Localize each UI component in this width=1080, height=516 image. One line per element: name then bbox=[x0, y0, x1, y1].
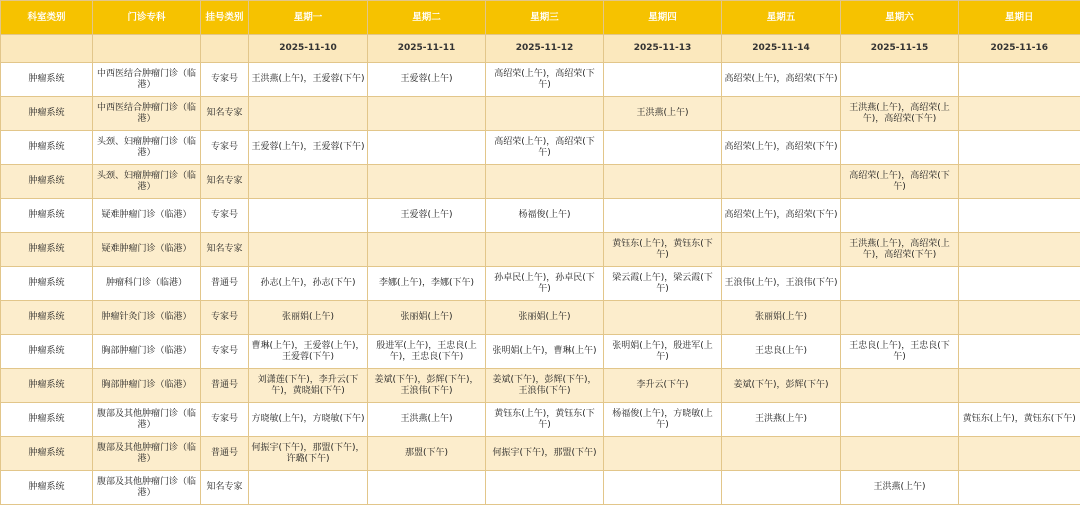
schedule-cell-sun: 黄钰东(上午)，黄钰东(下午) bbox=[959, 403, 1080, 437]
dept-cell: 肿瘤系统 bbox=[1, 301, 93, 335]
schedule-cell-thu bbox=[604, 301, 722, 335]
schedule-cell-thu bbox=[604, 165, 722, 199]
dept-cell: 肿瘤系统 bbox=[1, 165, 93, 199]
table-row bbox=[1, 369, 1080, 403]
schedule-cell-mon: 何振宇(下午)，那盟(下午)，许璐(下午) bbox=[249, 437, 368, 471]
schedule-cell-thu bbox=[604, 63, 722, 97]
table-row bbox=[1, 301, 1080, 335]
schedule-cell-mon: 曹琳(上午)，王爱蓉(上午)，王爱蓉(下午) bbox=[249, 335, 368, 369]
schedule-cell-sat: 王忠良(上午)，王忠良(下午) bbox=[841, 335, 959, 369]
schedule-cell-sat bbox=[841, 369, 959, 403]
schedule-cell-fri bbox=[722, 233, 841, 267]
header-specialty: 门诊专科 bbox=[93, 1, 201, 35]
schedule-cell-wed: 张丽娟(上午) bbox=[486, 301, 604, 335]
dept-cell: 肿瘤系统 bbox=[1, 471, 93, 505]
schedule-cell-sat bbox=[841, 437, 959, 471]
schedule-cell-wed bbox=[486, 233, 604, 267]
schedule-cell-sun bbox=[959, 369, 1080, 403]
reg-type-cell: 专家号 bbox=[201, 199, 249, 233]
header-weekday-wed: 星期三 bbox=[486, 1, 604, 35]
schedule-cell-tue: 张丽娟(上午) bbox=[368, 301, 486, 335]
schedule-cell-wed: 何振宇(下午)，那盟(下午) bbox=[486, 437, 604, 471]
schedule-cell-fri bbox=[722, 165, 841, 199]
schedule-cell-wed: 高绍荣(上午)，高绍荣(下午) bbox=[486, 63, 604, 97]
date-cell-mon: 2025-11-10 bbox=[249, 35, 368, 63]
schedule-cell-sun bbox=[959, 63, 1080, 97]
schedule-cell-sat: 王洪燕(上午)，高绍荣(上午)，高绍荣(下午) bbox=[841, 97, 959, 131]
schedule-cell-sat bbox=[841, 63, 959, 97]
schedule-cell-wed: 姜斌(下午)，彭辉(下午)，王浪伟(下午) bbox=[486, 369, 604, 403]
reg-type-cell: 专家号 bbox=[201, 301, 249, 335]
schedule-cell-fri: 王忠良(上午) bbox=[722, 335, 841, 369]
schedule-cell-thu bbox=[604, 437, 722, 471]
schedule-cell-thu: 杨福俊(上午)，方晓敏(上午) bbox=[604, 403, 722, 437]
reg-type-cell: 知名专家 bbox=[201, 233, 249, 267]
schedule-cell-tue: 王洪燕(上午) bbox=[368, 403, 486, 437]
specialty-cell: 胸部肿瘤门诊（临港） bbox=[93, 369, 201, 403]
schedule-cell-tue: 李娜(上午)，李娜(下午) bbox=[368, 267, 486, 301]
table-row bbox=[1, 471, 1080, 505]
specialty-cell: 肿瘤科门诊（临港） bbox=[93, 267, 201, 301]
table-row bbox=[1, 233, 1080, 267]
reg-type-cell: 知名专家 bbox=[201, 165, 249, 199]
schedule-cell-sat bbox=[841, 403, 959, 437]
table-row bbox=[1, 335, 1080, 369]
date-cell-sun: 2025-11-16 bbox=[959, 35, 1080, 63]
schedule-cell-tue: 那盟(下午) bbox=[368, 437, 486, 471]
reg-type-cell: 普通号 bbox=[201, 369, 249, 403]
schedule-cell-thu bbox=[604, 199, 722, 233]
specialty-cell: 腹部及其他肿瘤门诊（临港） bbox=[93, 403, 201, 437]
schedule-cell-fri: 姜斌(下午)，彭辉(下午) bbox=[722, 369, 841, 403]
schedule-cell-wed: 张明娟(上午)，曹琳(上午) bbox=[486, 335, 604, 369]
dept-cell: 肿瘤系统 bbox=[1, 369, 93, 403]
specialty-cell: 腹部及其他肿瘤门诊（临港） bbox=[93, 437, 201, 471]
schedule-cell-fri: 张丽娟(上午) bbox=[722, 301, 841, 335]
specialty-cell: 腹部及其他肿瘤门诊（临港） bbox=[93, 471, 201, 505]
dept-cell: 肿瘤系统 bbox=[1, 437, 93, 471]
schedule-cell-wed: 孙卓民(上午)，孙卓民(下午) bbox=[486, 267, 604, 301]
schedule-cell-thu: 张明娟(上午)，殷进军(上午) bbox=[604, 335, 722, 369]
schedule-cell-sun bbox=[959, 267, 1080, 301]
schedule-cell-wed bbox=[486, 165, 604, 199]
reg-type-cell: 普通号 bbox=[201, 437, 249, 471]
schedule-cell-sat bbox=[841, 131, 959, 165]
dept-cell: 肿瘤系统 bbox=[1, 199, 93, 233]
reg-type-cell: 知名专家 bbox=[201, 97, 249, 131]
specialty-cell: 中西医结合肿瘤门诊（临港） bbox=[93, 97, 201, 131]
header-weekday-sat: 星期六 bbox=[841, 1, 959, 35]
schedule-cell-thu: 黄钰东(上午)，黄钰东(下午) bbox=[604, 233, 722, 267]
table-row bbox=[1, 131, 1080, 165]
date-blank-cell bbox=[1, 35, 93, 63]
header-weekday-tue: 星期二 bbox=[368, 1, 486, 35]
dept-cell: 肿瘤系统 bbox=[1, 131, 93, 165]
schedule-cell-mon bbox=[249, 199, 368, 233]
header-weekday-mon: 星期一 bbox=[249, 1, 368, 35]
schedule-cell-sun bbox=[959, 131, 1080, 165]
dept-cell: 肿瘤系统 bbox=[1, 233, 93, 267]
schedule-cell-mon bbox=[249, 471, 368, 505]
schedule-cell-sun bbox=[959, 233, 1080, 267]
schedule-cell-mon: 王爱蓉(上午)，王爱蓉(下午) bbox=[249, 131, 368, 165]
schedule-cell-sat: 王洪燕(上午) bbox=[841, 471, 959, 505]
header-weekday-sun: 星期日 bbox=[959, 1, 1080, 35]
schedule-cell-wed: 高绍荣(上午)，高绍荣(下午) bbox=[486, 131, 604, 165]
schedule-cell-fri: 高绍荣(上午)，高绍荣(下午) bbox=[722, 199, 841, 233]
dept-cell: 肿瘤系统 bbox=[1, 267, 93, 301]
specialty-cell: 胸部肿瘤门诊（临港） bbox=[93, 335, 201, 369]
schedule-cell-tue bbox=[368, 131, 486, 165]
table-row bbox=[1, 267, 1080, 301]
schedule-cell-mon: 刘潇莲(下午)，李升云(下午)，黄晓娟(下午) bbox=[249, 369, 368, 403]
schedule-cell-thu: 梁云霞(上午)，梁云霞(下午) bbox=[604, 267, 722, 301]
schedule-cell-sat: 王洪燕(上午)，高绍荣(上午)，高绍荣(下午) bbox=[841, 233, 959, 267]
schedule-cell-thu bbox=[604, 131, 722, 165]
dept-cell: 肿瘤系统 bbox=[1, 335, 93, 369]
schedule-cell-fri: 高绍荣(上午)，高绍荣(下午) bbox=[722, 63, 841, 97]
specialty-cell: 疑难肿瘤门诊（临港） bbox=[93, 199, 201, 233]
reg-type-cell: 专家号 bbox=[201, 131, 249, 165]
schedule-cell-sun bbox=[959, 97, 1080, 131]
schedule-cell-sat bbox=[841, 199, 959, 233]
schedule-cell-mon: 方晓敏(上午)，方晓敏(下午) bbox=[249, 403, 368, 437]
date-blank-cell bbox=[93, 35, 201, 63]
schedule-cell-mon bbox=[249, 97, 368, 131]
header-weekday-thu: 星期四 bbox=[604, 1, 722, 35]
table-row bbox=[1, 63, 1080, 97]
schedule-cell-sat bbox=[841, 301, 959, 335]
specialty-cell: 肿瘤针灸门诊（临港） bbox=[93, 301, 201, 335]
schedule-cell-wed: 黄钰东(上午)，黄钰东(下午) bbox=[486, 403, 604, 437]
schedule-cell-mon: 王洪燕(上午)，王爱蓉(下午) bbox=[249, 63, 368, 97]
date-blank-cell bbox=[201, 35, 249, 63]
schedule-cell-thu: 李升云(下午) bbox=[604, 369, 722, 403]
table-row bbox=[1, 437, 1080, 471]
schedule-cell-sun bbox=[959, 471, 1080, 505]
header-row bbox=[1, 1, 1080, 35]
header-reg-type: 挂号类别 bbox=[201, 1, 249, 35]
schedule-cell-thu bbox=[604, 471, 722, 505]
schedule-cell-thu: 王洪燕(上午) bbox=[604, 97, 722, 131]
date-cell-tue: 2025-11-11 bbox=[368, 35, 486, 63]
date-cell-wed: 2025-11-12 bbox=[486, 35, 604, 63]
table-row bbox=[1, 165, 1080, 199]
schedule-cell-mon: 孙志(上午)，孙志(下午) bbox=[249, 267, 368, 301]
schedule-body bbox=[1, 35, 1080, 505]
reg-type-cell: 专家号 bbox=[201, 335, 249, 369]
specialty-cell: 头颈、妇瘤肿瘤门诊（临港） bbox=[93, 131, 201, 165]
schedule-cell-sun bbox=[959, 301, 1080, 335]
schedule-cell-fri: 王洪燕(上午) bbox=[722, 403, 841, 437]
schedule-cell-wed: 杨福俊(上午) bbox=[486, 199, 604, 233]
schedule-cell-mon bbox=[249, 233, 368, 267]
schedule-cell-tue bbox=[368, 97, 486, 131]
specialty-cell: 疑难肿瘤门诊（临港） bbox=[93, 233, 201, 267]
schedule-cell-tue: 姜斌(下午)，彭辉(下午)，王浪伟(下午) bbox=[368, 369, 486, 403]
schedule-cell-sun bbox=[959, 199, 1080, 233]
schedule-cell-wed bbox=[486, 97, 604, 131]
schedule-cell-sun bbox=[959, 165, 1080, 199]
reg-type-cell: 知名专家 bbox=[201, 471, 249, 505]
schedule-cell-mon: 张丽娟(上午) bbox=[249, 301, 368, 335]
schedule-cell-tue: 王爱蓉(上午) bbox=[368, 199, 486, 233]
schedule-cell-tue bbox=[368, 233, 486, 267]
schedule-cell-fri bbox=[722, 471, 841, 505]
schedule-cell-fri: 高绍荣(上午)，高绍荣(下午) bbox=[722, 131, 841, 165]
dept-cell: 肿瘤系统 bbox=[1, 63, 93, 97]
table-row bbox=[1, 97, 1080, 131]
date-row bbox=[1, 35, 1080, 63]
reg-type-cell: 专家号 bbox=[201, 403, 249, 437]
specialty-cell: 头颈、妇瘤肿瘤门诊（临港） bbox=[93, 165, 201, 199]
date-cell-sat: 2025-11-15 bbox=[841, 35, 959, 63]
schedule-cell-mon bbox=[249, 165, 368, 199]
reg-type-cell: 专家号 bbox=[201, 63, 249, 97]
date-cell-thu: 2025-11-13 bbox=[604, 35, 722, 63]
reg-type-cell: 普通号 bbox=[201, 267, 249, 301]
schedule-cell-fri: 王浪伟(上午)，王浪伟(下午) bbox=[722, 267, 841, 301]
schedule-cell-tue: 殷进军(上午)，王忠良(上午)，王忠良(下午) bbox=[368, 335, 486, 369]
schedule-cell-sun bbox=[959, 335, 1080, 369]
specialty-cell: 中西医结合肿瘤门诊（临港） bbox=[93, 63, 201, 97]
schedule-cell-sat bbox=[841, 267, 959, 301]
schedule-cell-sat: 高绍荣(上午)，高绍荣(下午) bbox=[841, 165, 959, 199]
header-dept-category: 科室类别 bbox=[1, 1, 93, 35]
date-cell-fri: 2025-11-14 bbox=[722, 35, 841, 63]
schedule-cell-wed bbox=[486, 471, 604, 505]
schedule-cell-tue: 王爱蓉(上午) bbox=[368, 63, 486, 97]
schedule-cell-tue bbox=[368, 165, 486, 199]
dept-cell: 肿瘤系统 bbox=[1, 97, 93, 131]
table-row bbox=[1, 403, 1080, 437]
dept-cell: 肿瘤系统 bbox=[1, 403, 93, 437]
header-weekday-fri: 星期五 bbox=[722, 1, 841, 35]
schedule-cell-sun bbox=[959, 437, 1080, 471]
schedule-cell-fri bbox=[722, 97, 841, 131]
schedule-cell-tue bbox=[368, 471, 486, 505]
table-row bbox=[1, 199, 1080, 233]
schedule-cell-fri bbox=[722, 437, 841, 471]
